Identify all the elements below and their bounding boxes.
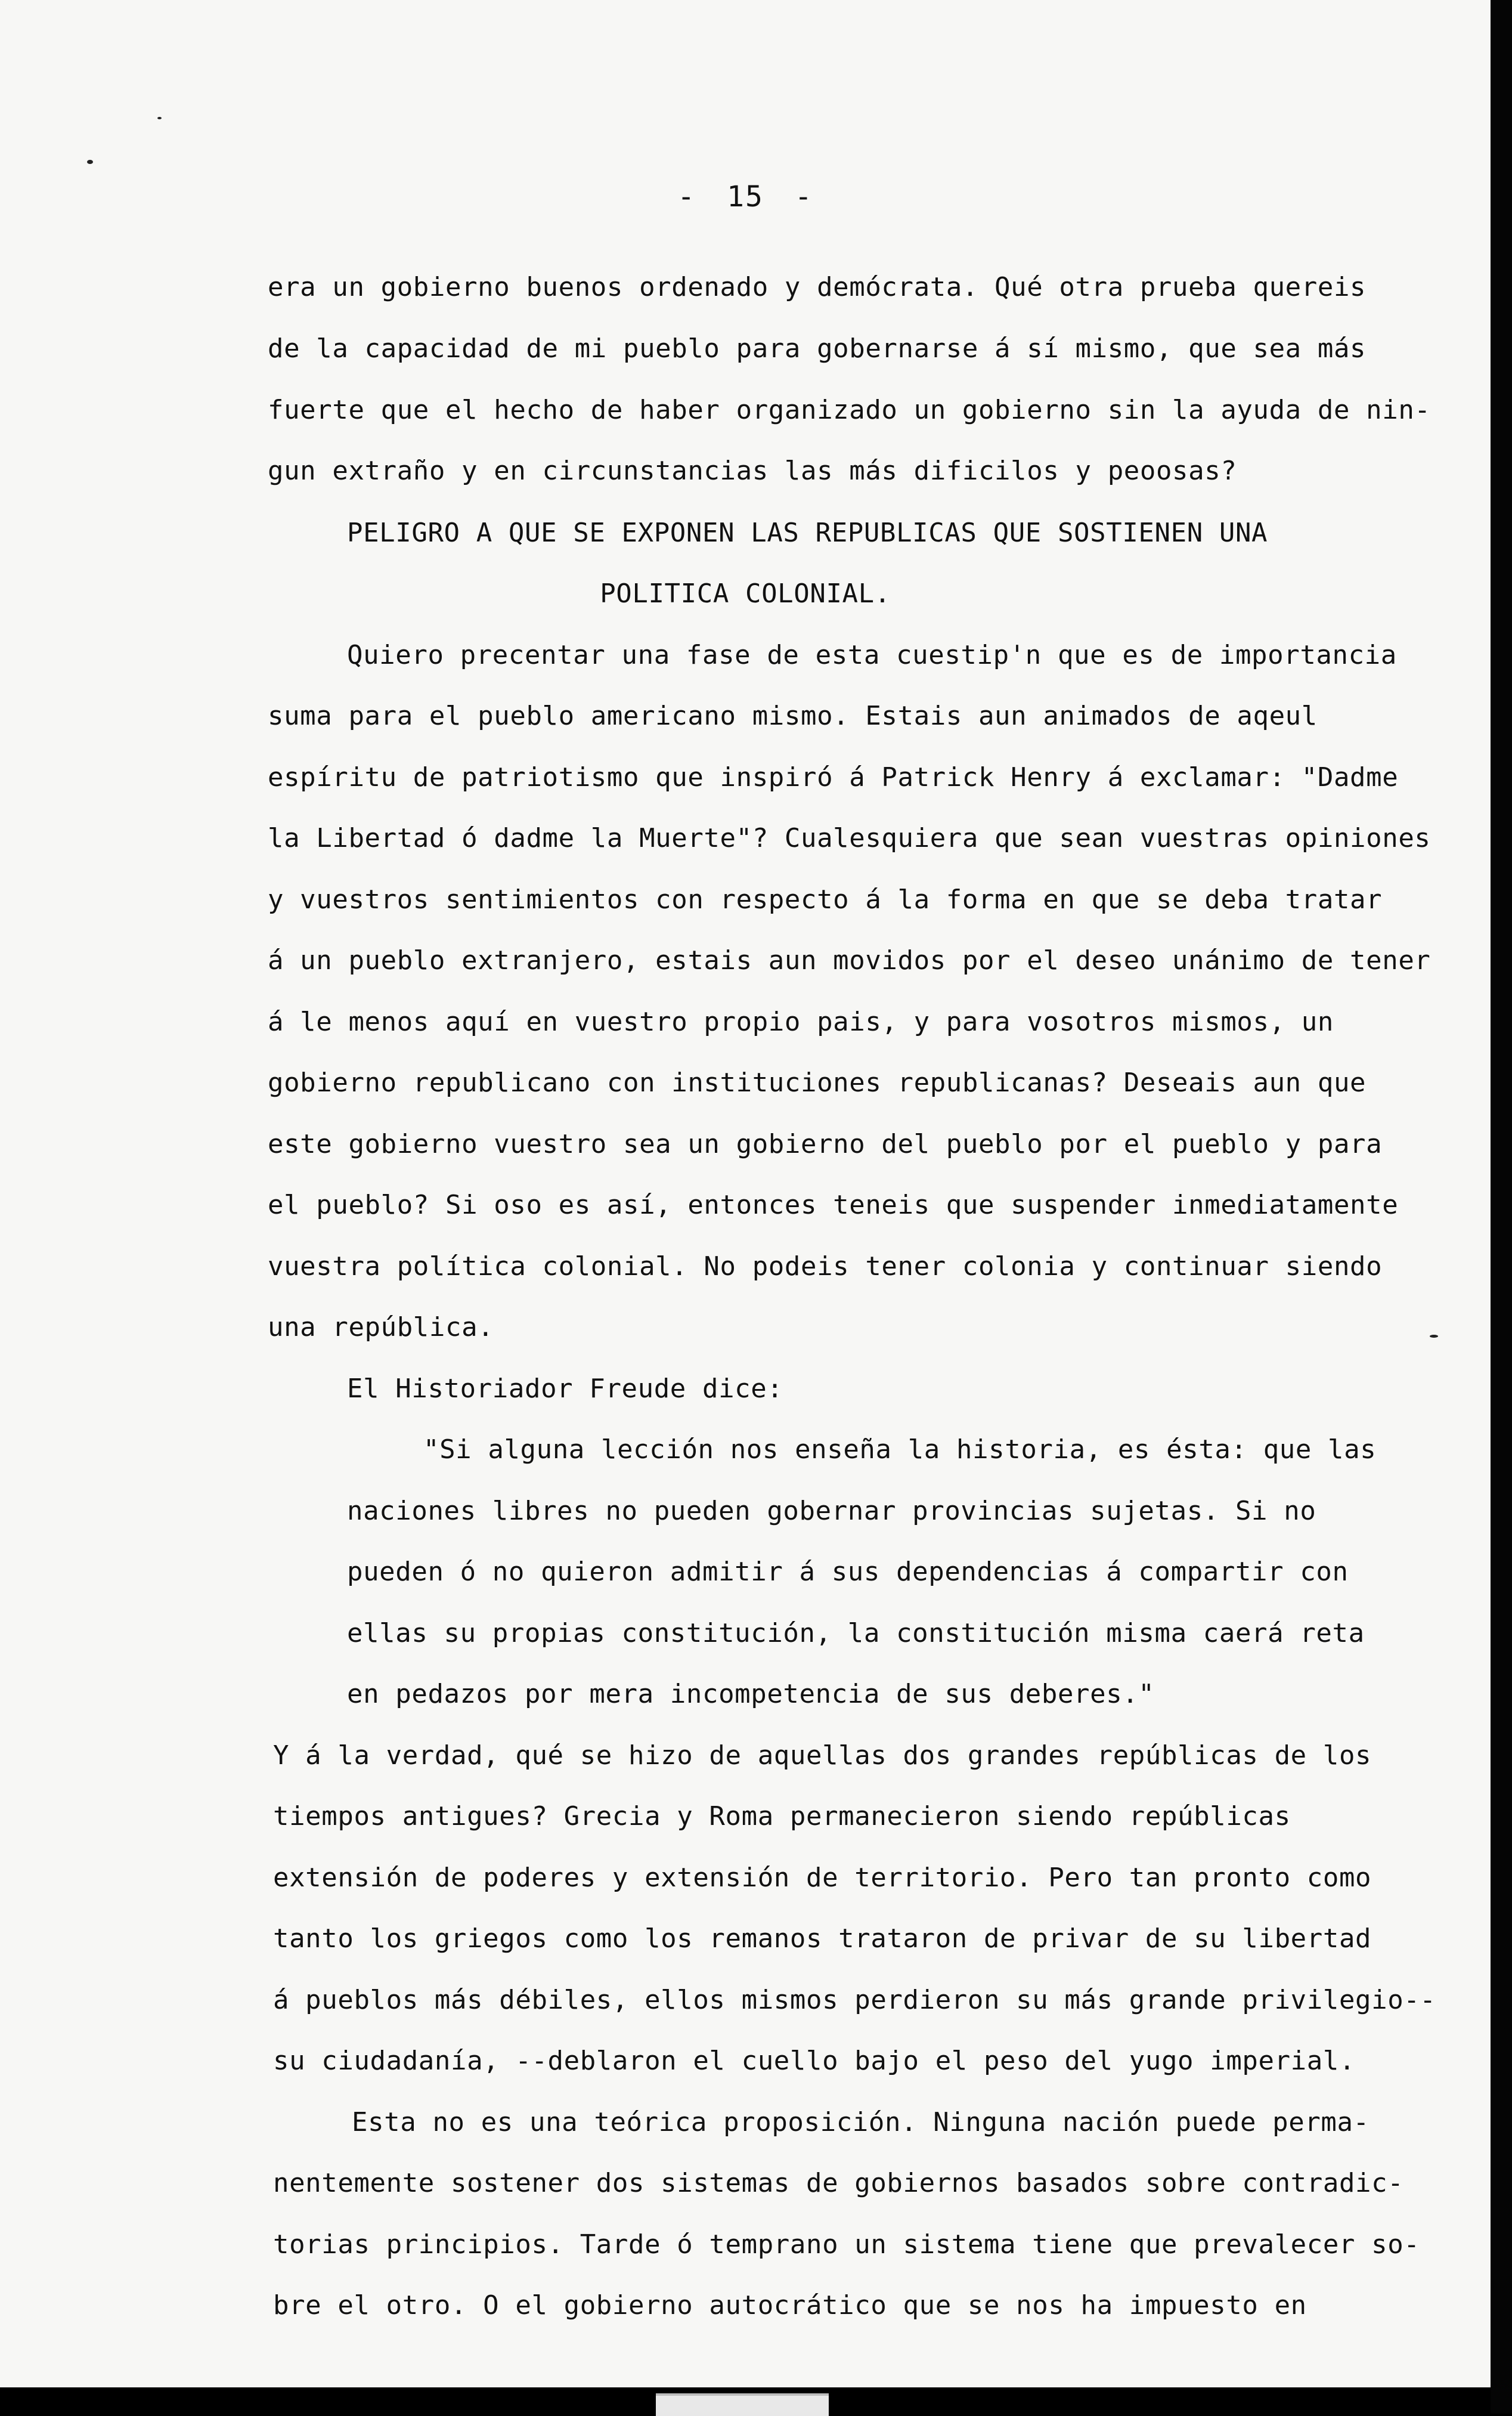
text-line: bre el otro. O el gobierno autocrático que se nos ha impuesto en (273, 2290, 1307, 2321)
text-line: gobierno republicano con instituciones republicanas? Deseais aun que (268, 1068, 1367, 1098)
quote-line: naciones libres no pueden gobernar provincias sujetas. Si no (347, 1496, 1316, 1526)
text-line: una república. (268, 1312, 494, 1342)
text-line: Y á la verdad, qué se hizo de aquellas dos grandes repúblicas de los (273, 1740, 1372, 1771)
text-line: de la capacidad de mi pueblo para gobernarse á sí mismo, que sea más (268, 333, 1367, 364)
text-line: á pueblos más débiles, ellos mismos perdieron su más grande privilegio-- (273, 1985, 1436, 2015)
text-line: gun extraño y en circunstancias las más dificilos y peoosas? (268, 456, 1237, 486)
text-line: vuestra política colonial. No podeis tener colonia y continuar siendo (268, 1251, 1383, 1282)
scan-border-bottom-tab (656, 2393, 829, 2416)
page-number (0, 179, 1491, 215)
quote-line: "Si alguna lección nos enseña la historia, es ésta: que las (423, 1434, 1377, 1465)
page-number-dash-right: - (794, 180, 813, 214)
text-line: el pueblo? Si oso es así, entonces teneis que suspender inmediatamente (268, 1190, 1399, 1220)
text-line: El Historiador Freude dice: (347, 1373, 783, 1404)
text-line: su ciudadanía, --deblaron el cuello bajo el peso del yugo imperial. (273, 2046, 1356, 2076)
text-line: á le menos aquí en vuestro propio pais, y para vosotros mismos, un (268, 1007, 1334, 1037)
page-number-dash-left: - (677, 180, 696, 214)
quote-line: pueden ó no quieron admitir á sus dependencias á compartir con (347, 1557, 1349, 1587)
text-line: Esta no es una teórica proposición. Ninguna nación puede perma- (352, 2107, 1370, 2137)
margin-mark (87, 160, 93, 164)
text-line: fuerte que el hecho de haber organizado un gobierno sin la ayuda de nin- (268, 395, 1431, 425)
text-line: extensión de poderes y extensión de territorio. Pero tan pronto como (273, 1863, 1372, 1893)
margin-mark (157, 117, 162, 119)
text-line: era un gobierno buenos ordenado y demócrata. Qué otra prueba quereis (268, 272, 1367, 302)
text-line: la Libertad ó dadme la Muerte"? Cualesquiera que sean vuestras opiniones (268, 823, 1431, 853)
text-line: espíritu de patriotismo que inspiró á Patrick Henry á exclamar: "Dadme (268, 762, 1399, 793)
scan-border-right (1491, 0, 1512, 2414)
margin-mark (1430, 1335, 1438, 1338)
text-line: y vuestros sentimientos con respecto á la forma en que se deba tratar (268, 884, 1383, 915)
quote-line: ellas su propias constitución, la constitución misma caerá reta (347, 1618, 1365, 1648)
text-line: este gobierno vuestro sea un gobierno del pueblo por el pueblo y para (268, 1129, 1383, 1159)
text-line: Quiero precentar una fase de esta cuestip'n que es de importancia (347, 640, 1397, 670)
text-line: á un pueblo extranjero, estais aun movidos por el deseo unánimo de tener (268, 945, 1431, 976)
quote-line: en pedazos por mera incompetencia de sus deberes." (347, 1679, 1155, 1709)
heading-line: POLITICA COLONIAL. (600, 579, 891, 609)
page-number-value: 15 (727, 180, 764, 214)
text-line: tiempos antigues? Grecia y Roma permanecieron siendo repúblicas (273, 1801, 1291, 1832)
text-line: nentemente sostener dos sistemas de gobiernos basados sobre contradic- (273, 2168, 1404, 2198)
text-line: torias principios. Tarde ó temprano un sistema tiene que prevalecer so- (273, 2229, 1420, 2260)
text-line: tanto los griegos como los remanos trataron de privar de su libertad (273, 1923, 1372, 1954)
text-line: suma para el pueblo americano mismo. Estais aun animados de aqeul (268, 701, 1318, 731)
heading-line: PELIGRO A QUE SE EXPONEN LAS REPUBLICAS QUE SOSTIENEN UNA (347, 518, 1268, 548)
